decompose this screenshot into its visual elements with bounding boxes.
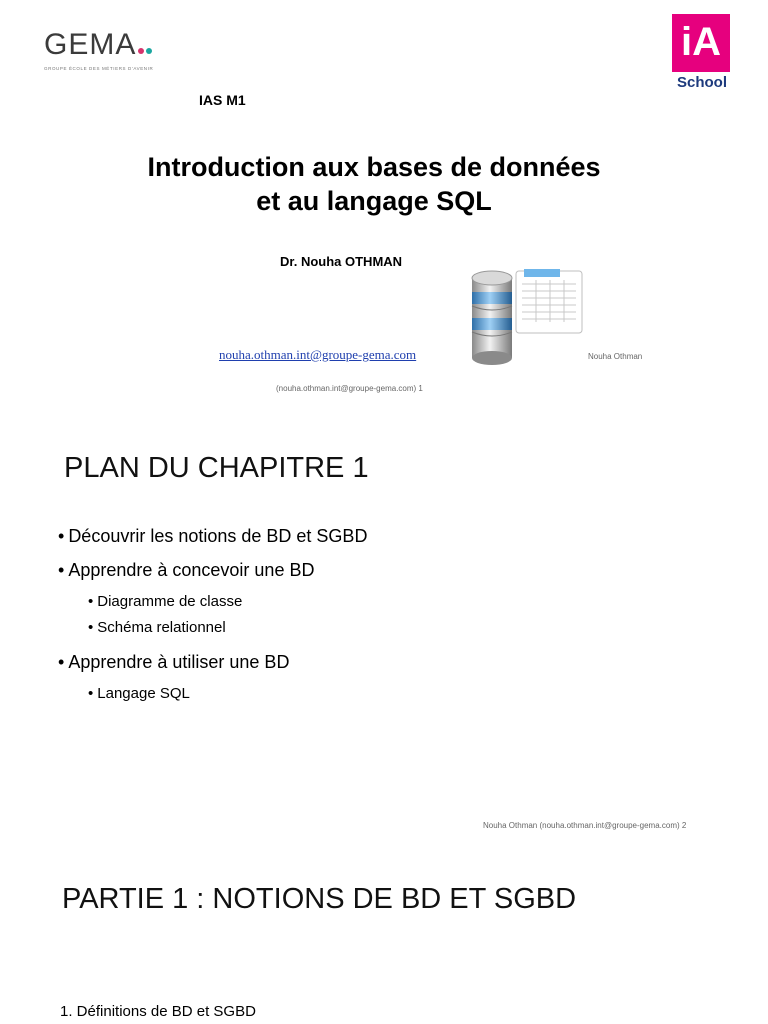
- bullet-marker: •: [88, 619, 94, 636]
- gema-logo-word: GEMA: [44, 28, 137, 61]
- database-table-icon: [466, 266, 584, 368]
- slide2-title: PLAN DU CHAPITRE 1: [64, 452, 369, 484]
- bullet-text: Découvrir les notions de BD et SGBD: [68, 526, 368, 546]
- sub-bullet-text: Langage SQL: [97, 685, 190, 702]
- bullet-marker: •: [58, 526, 65, 546]
- course-label: IAS M1: [199, 92, 246, 108]
- slide1-title-line2: et au langage SQL: [256, 186, 492, 216]
- bullet-marker: •: [88, 685, 94, 702]
- ia-logo-label: School: [676, 74, 727, 91]
- bullet-item: [58, 521, 698, 555]
- ia-school-logo: [672, 14, 732, 94]
- slide3-title: PARTIE 1 : NOTIONS DE BD ET SGBD: [62, 883, 577, 915]
- slide1-title: [0, 150, 748, 218]
- author-side-name: Nouha Othman: [588, 352, 643, 361]
- bullet-text: Apprendre à concevoir une BD: [68, 560, 315, 580]
- sub-bullet-item: [58, 615, 698, 641]
- sub-bullet-item: [58, 589, 698, 615]
- slide2-footer: Nouha Othman (nouha.othman.int@groupe-gema.com) 2: [483, 821, 687, 830]
- bullet-text: Apprendre à utiliser une BD: [68, 652, 290, 672]
- gema-logo-tagline: GROUPE ÉCOLE DES MÉTIERS D'AVENIR: [44, 66, 154, 71]
- ia-logo-box: [672, 14, 730, 72]
- gema-dots-icon: [136, 30, 152, 60]
- sub-bullet-item: [58, 681, 698, 707]
- gema-logo: [44, 30, 184, 78]
- author-email-link[interactable]: nouha.othman.int@groupe-gema.com: [219, 347, 417, 362]
- slide3-item: 1. Définitions de BD et SGBD: [60, 1003, 256, 1020]
- bullet-item: [58, 555, 698, 589]
- sub-bullet-text: Diagramme de classe: [97, 593, 243, 610]
- sub-bullet-text: Schéma relationnel: [97, 619, 226, 636]
- slide1-footer: (nouha.othman.int@groupe-gema.com) 1: [276, 384, 423, 393]
- bullet-marker: •: [58, 652, 65, 672]
- bullet-marker: •: [88, 593, 94, 610]
- plan-bullet-list: [58, 521, 698, 707]
- slide1-title-line1: Introduction aux bases de données: [147, 152, 601, 182]
- bullet-marker: •: [58, 560, 65, 580]
- author-name: Dr. Nouha OTHMAN: [280, 254, 403, 269]
- ia-logo-mark: iA: [681, 20, 721, 64]
- bullet-item: [58, 647, 698, 681]
